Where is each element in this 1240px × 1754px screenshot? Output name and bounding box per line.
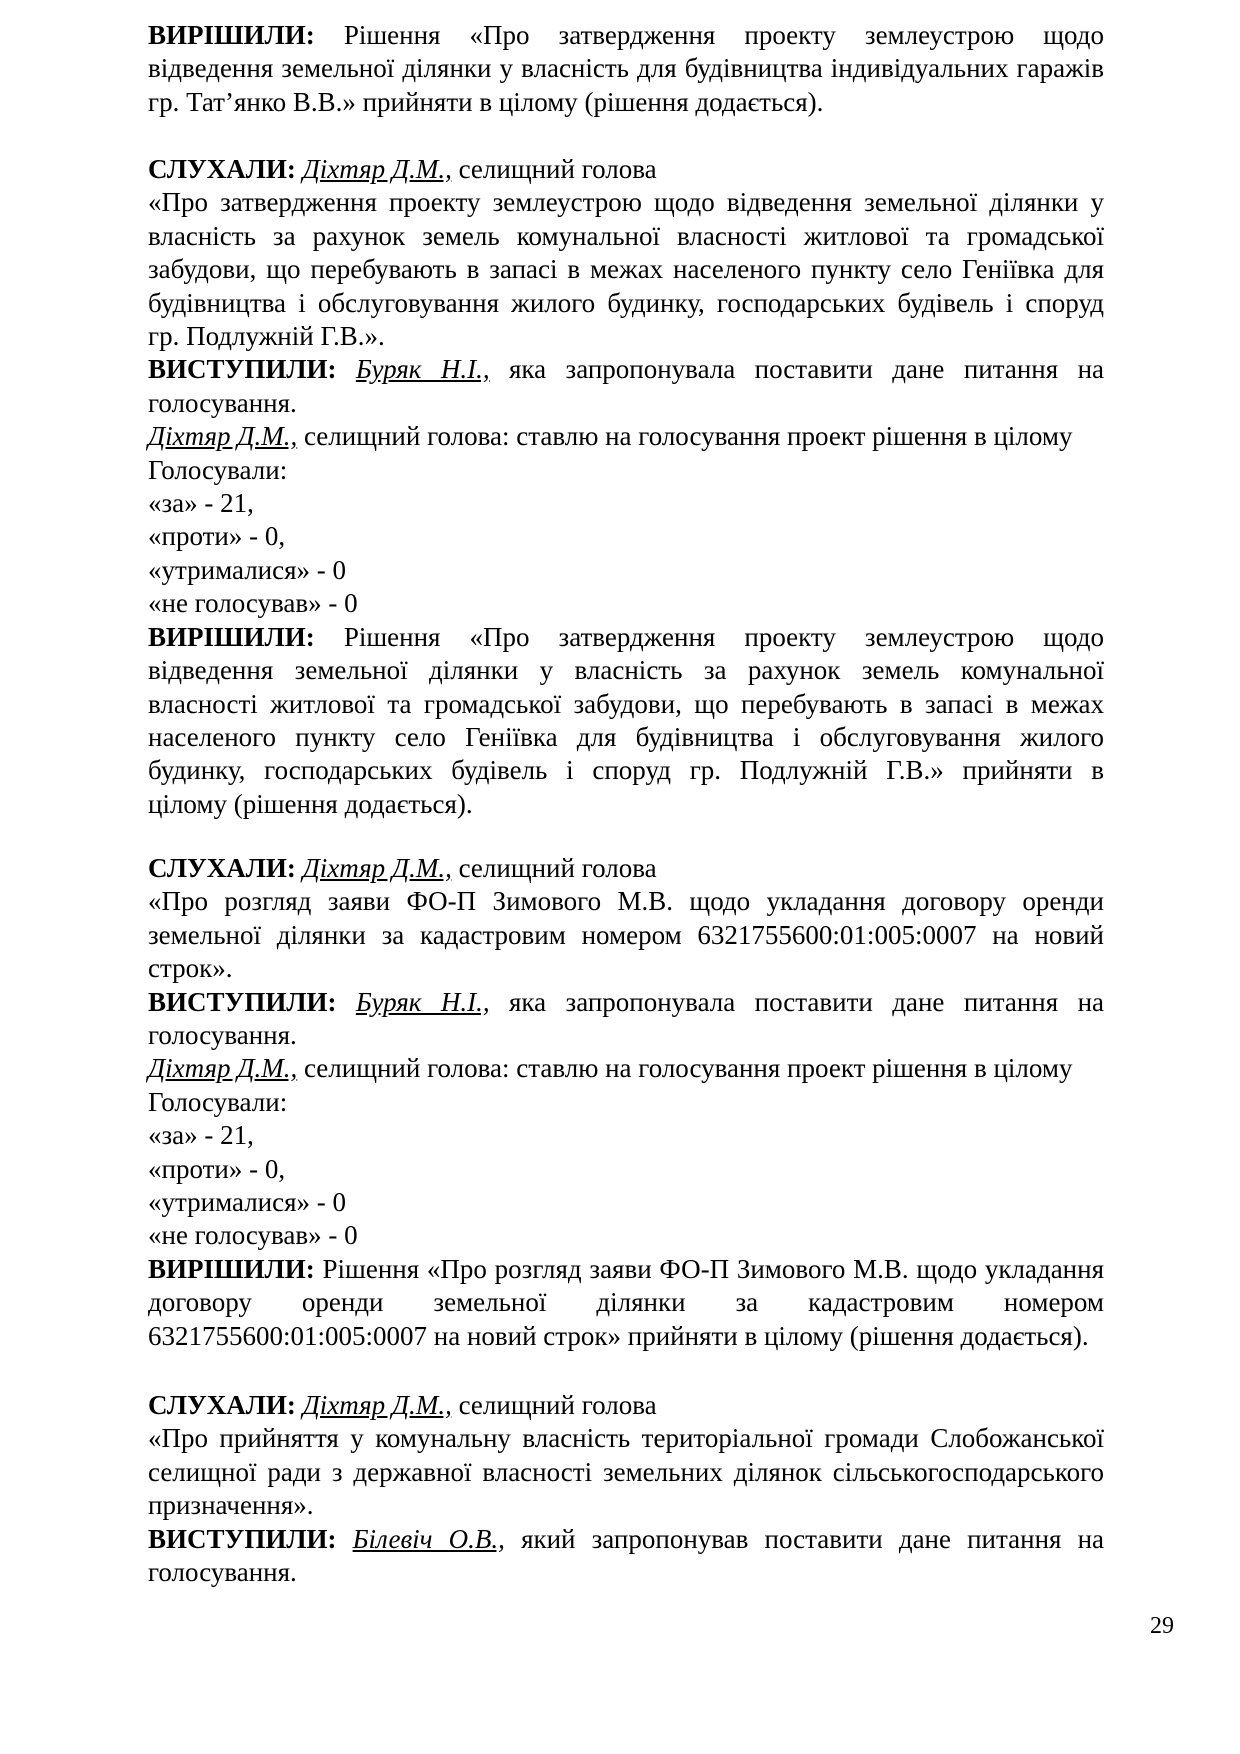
chair-name: Діхтяр Д.М.,	[148, 1053, 298, 1084]
voted-label: Голосували:	[148, 1086, 288, 1117]
vote-not-voted: «не голосував» - 0	[148, 1220, 358, 1251]
decision-line: ВИРІШИЛИ: Рішення «Про затвердження проекту землеустрою щодо	[148, 621, 1104, 652]
decision-line: ВИРІШИЛИ: Рішення «Про затвердження проекту землеустрою щодо	[148, 20, 1104, 50]
speaker-name: Білевіч О.В.,	[352, 1523, 505, 1554]
decision-block-1	[148, 19, 1104, 119]
decision-line: населеного пункту село Геніївка для будівництва і обслуговування жилого	[148, 721, 1104, 752]
heard-line: СЛУХАЛИ: Діхтяр Д.М., селищний голова	[148, 853, 657, 883]
decision-line: будинку, господарських будівель і споруд гр. Подлужній Г.В.» прийняти в	[148, 755, 1104, 786]
topic-line: «Про затвердження проекту землеустрою щодо відведення земельної ділянки у	[148, 187, 1104, 218]
chair-name: Діхтяр Д.М.,	[302, 1390, 452, 1420]
vote-not-voted: «не голосував» - 0	[148, 588, 358, 619]
topic-line: гр. Подлужній Г.В.».	[148, 321, 385, 352]
topic-line: «Про прийняття у комунальну власність територіальної громади Слобожанської	[148, 1423, 1104, 1454]
decision-line: відведення земельної ділянки у власність для будівництва індивідуальних гаражів	[148, 53, 1104, 84]
topic-line: призначення».	[148, 1490, 314, 1521]
decided-label: ВИРІШИЛИ:	[148, 20, 315, 50]
vote-for: «за» - 21,	[148, 1120, 254, 1151]
chair-name: Діхтяр Д.М.,	[302, 154, 452, 184]
topic-line: земельної ділянки за кадастровим номером 6321755600:01:005:0007 на новий	[148, 919, 1104, 950]
vote-abstained: «утрималися» - 0	[148, 554, 347, 585]
decision-line: власності житлової та громадської забудови, що перебувають в запасі в межах	[148, 688, 1104, 719]
decision-line: гр. Тат’янко В.В.» прийняти в цілому (рішення додається).	[148, 86, 824, 117]
agenda-item-2	[148, 153, 1104, 821]
topic-line: будівництва і обслуговування жилого будинку, господарських будівель і споруд	[148, 287, 1104, 318]
voted-label: Голосували:	[148, 454, 288, 485]
spoke-line: ВИСТУПИЛИ: Буряк Н.І., яка запропонувала поставити дане питання на	[148, 354, 1105, 385]
page-number: 29	[1150, 1613, 1174, 1639]
spoke-label: ВИСТУПИЛИ:	[148, 986, 337, 1017]
chair-vote-call: Діхтяр Д.М., селищний голова: ставлю на голосування проект рішення в цілому	[148, 1053, 1073, 1084]
vote-against: «проти» - 0,	[148, 1153, 286, 1184]
heard-label: СЛУХАЛИ:	[148, 1390, 296, 1420]
heard-label: СЛУХАЛИ:	[148, 853, 296, 883]
heard-label: СЛУХАЛИ:	[148, 154, 296, 184]
speaker-name: Буряк Н.І.,	[355, 354, 490, 385]
chair-name: Діхтяр Д.М.,	[148, 421, 298, 452]
spoke-label: ВИСТУПИЛИ:	[148, 1523, 337, 1554]
topic-line: власність за рахунок земель комунальної власності житлової та громадської	[148, 220, 1104, 251]
topic-line: «Про розгляд заяви ФО-П Зимового М.В. щодо укладання договору оренди	[148, 886, 1104, 917]
heard-line: СЛУХАЛИ: Діхтяр Д.М., селищний голова	[148, 154, 657, 184]
speaker-name: Буряк Н.І.,	[355, 986, 490, 1017]
decision-line: ВИРІШИЛИ: Рішення «Про розгляд заяви ФО-П Зимового М.В. щодо укладання	[148, 1253, 1104, 1284]
chair-name: Діхтяр Д.М.,	[302, 853, 452, 883]
vote-abstained: «утрималися» - 0	[148, 1187, 347, 1218]
agenda-item-4	[148, 1389, 1104, 1589]
heard-line: СЛУХАЛИ: Діхтяр Д.М., селищний голова	[148, 1390, 657, 1420]
decided-label: ВИРІШИЛИ:	[148, 1253, 315, 1284]
decision-line: відведення земельної ділянки у власність за рахунок земель комунальної	[148, 655, 1104, 686]
topic-line: забудови, що перебувають в запасі в межах населеного пункту село Геніївка для	[148, 254, 1104, 285]
agenda-item-3	[148, 852, 1104, 1353]
topic-line: строк».	[148, 953, 233, 984]
decision-line: договору оренди земельної ділянки за кадастровим номером	[148, 1287, 1104, 1318]
spoke-label: ВИСТУПИЛИ:	[148, 354, 337, 385]
to-vote-line: голосування.	[148, 1020, 297, 1051]
to-vote-line: голосування.	[148, 387, 297, 418]
vote-for: «за» - 21,	[148, 488, 254, 519]
spoke-line: ВИСТУПИЛИ: Буряк Н.І., яка запропонувала поставити дане питання на	[148, 986, 1105, 1017]
decision-line: цілому (рішення додається).	[148, 788, 473, 819]
spoke-line: ВИСТУПИЛИ: Білевіч О.В., який запропонував поставити дане питання на	[148, 1523, 1105, 1554]
chair-vote-call: Діхтяр Д.М., селищний голова: ставлю на голосування проект рішення в цілому	[148, 421, 1073, 452]
decided-label: ВИРІШИЛИ:	[148, 621, 315, 652]
topic-line: селищної ради з державної власності земельних ділянок сільськогосподарського	[148, 1456, 1104, 1487]
to-vote-line: голосування.	[148, 1557, 297, 1588]
decision-line: 6321755600:01:005:0007 на новий строк» прийняти в цілому (рішення додається).	[148, 1320, 1089, 1351]
vote-against: «проти» - 0,	[148, 521, 286, 552]
